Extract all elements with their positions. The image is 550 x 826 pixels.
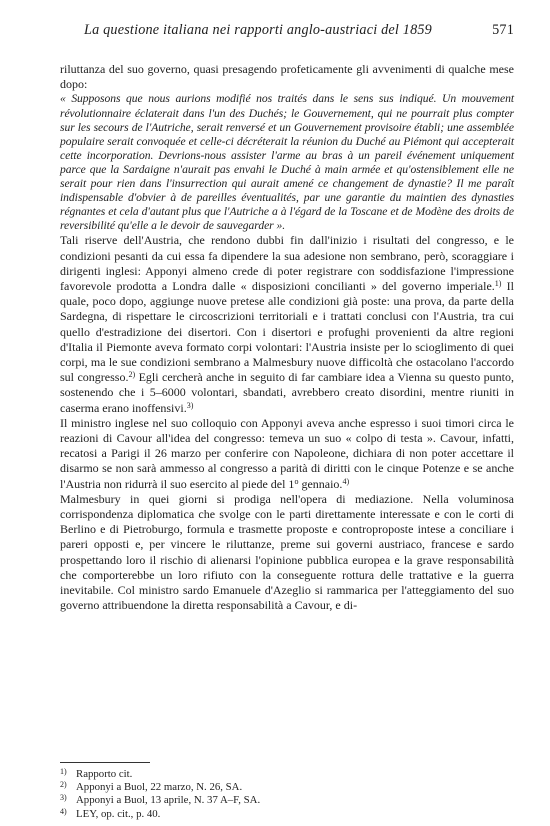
paragraph-1: riluttanza del suo governo, quasi presagendo profeticamente gli avvenimenti di qualche mese dopo: xyxy=(60,62,514,92)
paragraph-2 xyxy=(60,233,514,415)
main-text xyxy=(60,62,514,613)
footnote-4: 4) LEY, op. cit., p. 40. xyxy=(60,806,161,820)
footnote-separator xyxy=(60,762,150,763)
running-head-title: La questione italiana nei rapporti anglo-austriaci del 1859 xyxy=(84,22,432,38)
paragraph-2-part-a: Tali riserve dell'Austria, che rendono dubbi fin dall'inizio i risultati del congresso, e le condizioni pesanti da cui essa fa dipendere la sua adesione non sembrano, però, scoraggiare i dirigenti inglesi: Apponyi almeno crede di poter registrare con soddisfazione l'impressione favorevole prodotta a Londra dalle « disposizioni concilianti » del governo imperiale. xyxy=(60,233,514,293)
footnote-1-text: Rapporto cit. xyxy=(76,768,133,780)
page-number: 571 xyxy=(492,22,514,38)
footnote-2-text: Apponyi a Buol, 22 marzo, N. 26, SA. xyxy=(76,781,243,794)
footnote-3: 3) Apponyi a Buol, 13 aprile, N. 37 A–F, SA. xyxy=(60,793,261,807)
paragraph-4: Malmesbury in quei giorni si prodiga nell'opera di mediazione. Nella voluminosa corrispondenza diplomatica che svolge con le parti direttamente interessate e con le corti di Berlino e di Pietroburgo, formula e trasmette proposte e controproposte intese a conciliare i pareri opposti e, per vincere le riluttanze, preme sui governi austriaco, francese e sardo prospettando loro il rischio di alienarsi l'opinione pubblica europea e la grave responsabilità che comporterebbe un loro rifiuto con la conseguente rottura delle trattative e la guerra inevitabile. Col ministro sardo Emanuele d'Azeglio si rammarica per l'atteggiamento del suo governo attribuendone la diretta responsabilità a Cavour, e di- xyxy=(60,491,514,613)
footnote-ref-4: 4) xyxy=(342,476,350,486)
ordinal-superscript: o xyxy=(294,476,299,486)
footnote-ref-1: 1) xyxy=(494,278,502,288)
footnote-ref-3: 3) xyxy=(186,400,194,410)
paragraph-3-part-a: Il ministro inglese nel suo colloquio con Apponyi aveva anche espresso i suoi timori circa le reazioni di Cavour all'idea del congresso: temeva un suo « colpo di testa ». Cavour, infatti, recatosi a Parigi il 26 marzo per conferire con Napoleone, dichiara di non poter accettare il disarmo se non sarà ammesso al congresso a parità di diritti con le cinque Potenze e se anche l'Austria non ridurrà il suo esercito al piede del 1 xyxy=(60,415,514,491)
footnote-ref-2: 2) xyxy=(128,370,136,380)
running-head xyxy=(60,22,514,38)
footnotes xyxy=(60,768,514,821)
paragraph-3 xyxy=(60,416,514,492)
footnote-1: 1) Rapporto cit. xyxy=(60,767,133,780)
paragraph-2-part-b: Il quale, poco dopo, aggiunge nuove pretese alle condizioni già poste: una prova, da parte della Sardegna, di rispettare le circoscrizioni territoriali e i trattati conclusi con l'Austria, tra cui quello d'estradizione dei disertori. Con i disertori e profughi provenienti da altre regioni d'Italia il Piemonte aveva formato corpi volontari: l'Austria insiste per lo scioglimento di quei corpi, ma le sue condizioni sembrano a Malmesbury nuove difficoltà che ostacolano l'accordo sul congresso. xyxy=(60,278,514,385)
french-quotation: « Supposons que nous aurions modifié nos traités dans le sens sus indiqué. Un mouvement révolutionnaire éclaterait dans l'un des Duchés; le Gouvernement, qui ne pourrait plus compter sur les secours de l'Autriche, serait renversé et un Gouvernement provisoire établi; une assemblée populaire serait convoquée et celle-ci décréterait la réunion du Duché au Piémont qui accepterait cette incorporation. Devrions-nous assister l'arme au bras à un pareil événement uniquement parce que la Sardaigne n'aurait pas envahi le Duché à main armée et qu'ostensiblement elle ne serait pour rien dans l'insurrection qui aurait amené ce changement de dynastie? Il me paraît indispensable d'obvier à de pareilles éventualités, par une garantie du maintien des dynasties régnantes et cela d'autant plus que l'Autriche a à l'égard de la Toscane et de Modène des droits de reversibilité qu'elle a le devoir de sauvegarder ». xyxy=(60,92,514,233)
footnote-3-text: Apponyi a Buol, 13 aprile, N. 37 A–F, SA. xyxy=(76,794,261,807)
footnote-2: 2) Apponyi a Buol, 22 marzo, N. 26, SA. xyxy=(60,780,243,794)
footnote-4-text: LEY, op. cit., p. 40. xyxy=(76,807,161,820)
paragraph-2-part-c: Egli cercherà anche in seguito di far cambiare idea a Vienna su questo punto, sostenendo che i 5–6000 volontari, sbandati, avrebbero creato disordini, mentre riuniti in caserma erano inoffensivi. xyxy=(60,370,514,415)
paragraph-3-part-b: gennaio. xyxy=(298,476,343,491)
